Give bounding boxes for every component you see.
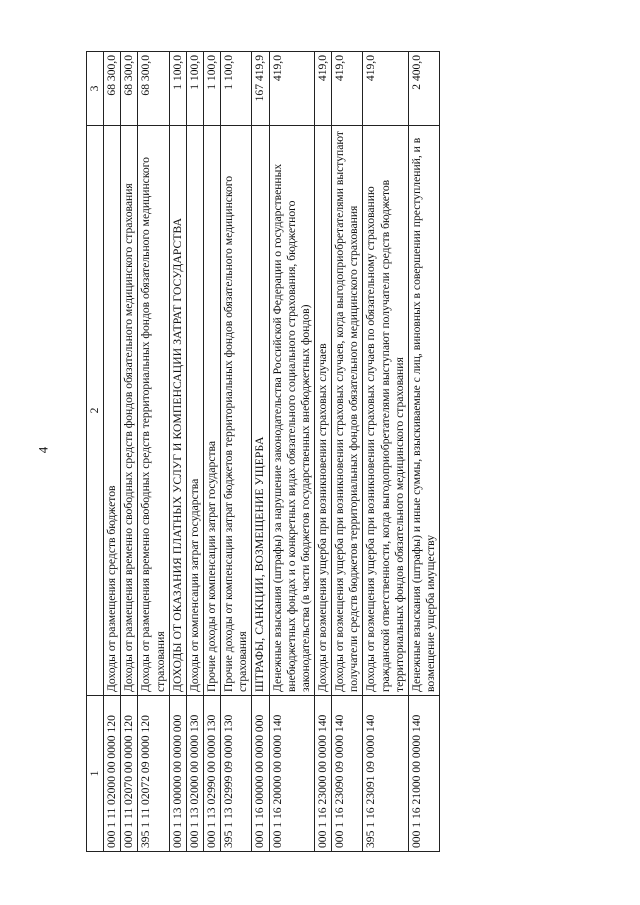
row-name: Доходы от возмещения ущерба при возникновении страховых случаев по обязательному страхованию гражданской ответственности, когда выгодоприобретателями выступают получатели средств бюджетов территориальных фондов обязательного медицинского страхования xyxy=(363,126,408,696)
row-name: Прочие доходы от компенсации затрат государства xyxy=(203,126,220,696)
table-row xyxy=(269,52,314,852)
row-amount: 2 400,0 xyxy=(408,52,439,126)
row-amount: 419,0 xyxy=(269,52,314,126)
page-number: 4 xyxy=(35,446,51,454)
column-header-amount: 3 xyxy=(87,52,104,126)
table-row xyxy=(314,52,331,852)
row-amount: 1 100,0 xyxy=(169,52,186,126)
table-row xyxy=(138,52,169,852)
table-row xyxy=(252,52,269,852)
row-name: Денежные взыскания (штрафы) и иные суммы, взыскиваемые с лиц, виновных в совершении преступлений, и в возмещение ущерба имуществу xyxy=(408,126,439,696)
row-name: Денежные взыскания (штрафы) за нарушение законодательства Российской Федерации о государственных внебюджетных фондах и о конкретных видах обязательного социального страхования, бюджетного законодательства (в части бюджетов государственных внебюджетных фондов) xyxy=(269,126,314,696)
row-name: ШТРАФЫ, САНКЦИИ, ВОЗМЕЩЕНИЕ УЩЕРБА xyxy=(252,126,269,696)
row-name: Доходы от размещения временно свободных средств территориальных фондов обязательного медицинского страхования xyxy=(138,126,169,696)
row-code: 000 1 11 02070 00 0000 120 xyxy=(121,696,138,852)
row-amount: 419,0 xyxy=(363,52,408,126)
budget-revenue-table xyxy=(86,51,440,852)
table-row xyxy=(203,52,220,852)
row-amount: 167 419,9 xyxy=(252,52,269,126)
row-amount: 68 300,0 xyxy=(104,52,121,126)
row-code: 000 1 11 02000 00 0000 120 xyxy=(104,696,121,852)
rotated-page-content xyxy=(86,52,554,852)
row-amount: 68 300,0 xyxy=(121,52,138,126)
row-amount: 1 100,0 xyxy=(203,52,220,126)
row-name: Доходы от размещения временно свободных средств фондов обязательного медицинского страхования xyxy=(121,126,138,696)
row-code: 000 1 16 00000 00 0000 000 xyxy=(252,696,269,852)
row-code: 395 1 11 02072 09 0000 120 xyxy=(138,696,169,852)
row-name: ДОХОДЫ ОТ ОКАЗАНИЯ ПЛАТНЫХ УСЛУГ И КОМПЕНСАЦИИ ЗАТРАТ ГОСУДАРСТВА xyxy=(169,126,186,696)
row-name: Доходы от компенсации затрат государства xyxy=(186,126,203,696)
row-code: 000 1 13 02990 00 0000 130 xyxy=(203,696,220,852)
column-header-name: 2 xyxy=(87,126,104,696)
row-name: Прочие доходы от компенсации затрат бюджетов территориальных фондов обязательного медицинского страхования xyxy=(221,126,252,696)
row-code: 000 1 16 21000 00 0000 140 xyxy=(408,696,439,852)
row-code: 000 1 13 02000 00 0000 130 xyxy=(186,696,203,852)
row-code: 000 1 16 23090 09 0000 140 xyxy=(332,696,363,852)
column-header-code: 1 xyxy=(87,696,104,852)
row-name: Доходы от размещения средств бюджетов xyxy=(104,126,121,696)
row-code: 395 1 13 02999 09 0000 130 xyxy=(221,696,252,852)
table-row xyxy=(221,52,252,852)
table-row xyxy=(104,52,121,852)
table-row xyxy=(332,52,363,852)
table-row xyxy=(169,52,186,852)
row-name: Доходы от возмещения ущерба при возникновении страховых случаев xyxy=(314,126,331,696)
row-amount: 419,0 xyxy=(332,52,363,126)
row-code: 000 1 16 20000 00 0000 140 xyxy=(269,696,314,852)
row-amount: 68 300,0 xyxy=(138,52,169,126)
row-amount: 419,0 xyxy=(314,52,331,126)
table-row xyxy=(186,52,203,852)
row-code: 000 1 13 00000 00 0000 000 xyxy=(169,696,186,852)
row-code: 395 1 16 23091 09 0000 140 xyxy=(363,696,408,852)
table-row xyxy=(121,52,138,852)
row-amount: 1 100,0 xyxy=(221,52,252,126)
table-header-row xyxy=(87,52,104,852)
row-code: 000 1 16 23000 00 0000 140 xyxy=(314,696,331,852)
row-name: Доходы от возмещения ущерба при возникновении страховых случаев, когда выгодоприобретателями выступают получатели средств бюджетов территориальных фондов обязательного медицинского страхования xyxy=(332,126,363,696)
table-row xyxy=(363,52,408,852)
table-row xyxy=(408,52,439,852)
row-amount: 1 100,0 xyxy=(186,52,203,126)
